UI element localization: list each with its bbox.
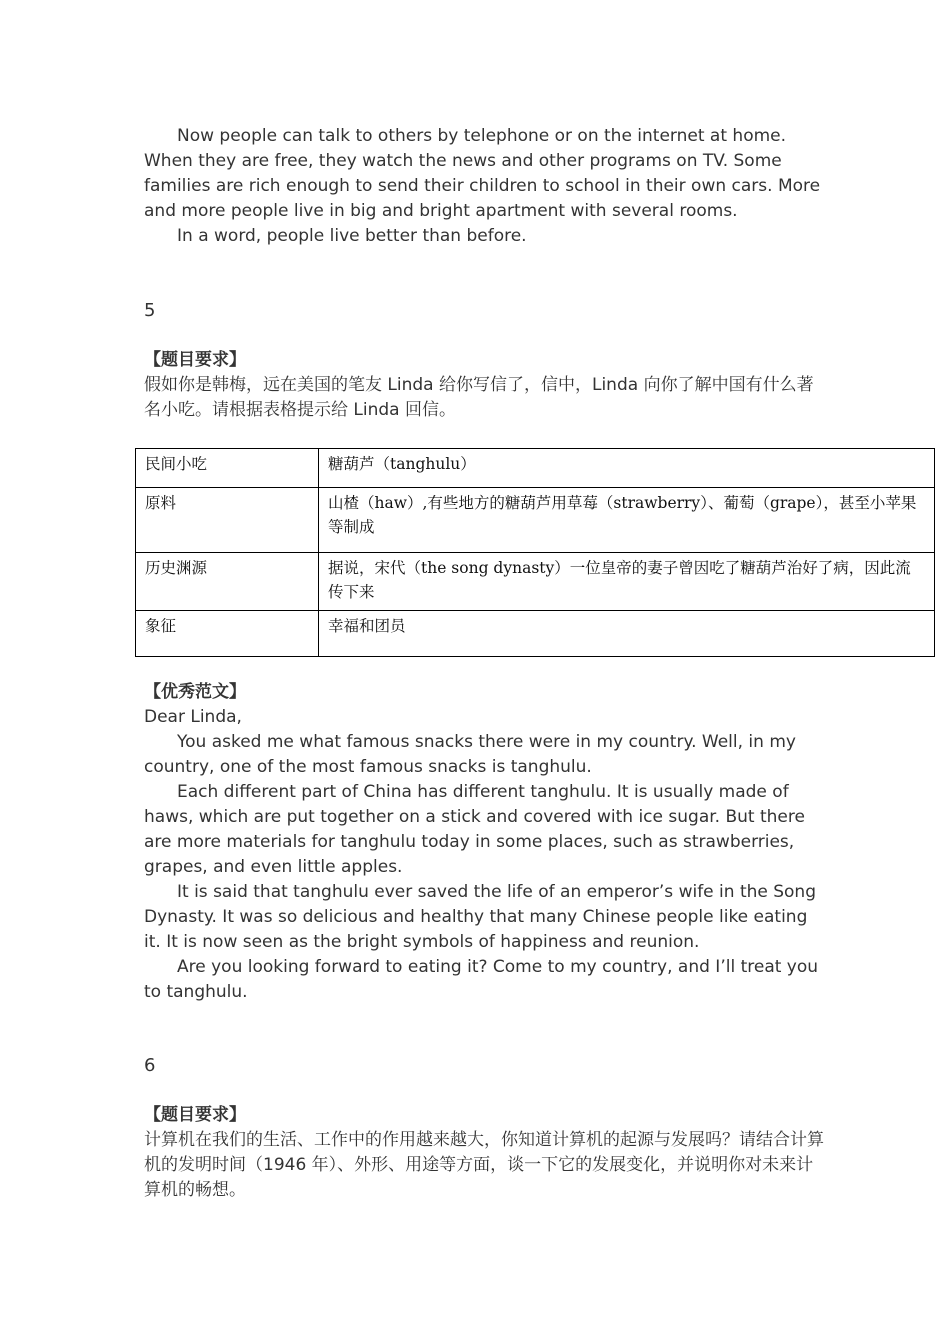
essay-4-paragraph: Now people can talk to others by telephone or on the internet at home. When they are free, they watch the news and other programs on TV. Some families are rich enough to send their children to school in their own cars. More and more people live in big and bright apartment with several rooms. (144, 126, 821, 221)
table-row (136, 449, 935, 488)
sample-paragraph: Each different part of China has different tanghulu. It is usually made of haws, which are put together on a stick and covered with ice sugar. But there are more materials for tanghulu today in some places, such as strawberries, grapes, and even little apples. (144, 782, 805, 877)
table-value-cell: 山楂（haw）,有些地方的糖葫芦用草莓（strawberry）、葡萄（grape），甚至小苹果等制成 (319, 488, 935, 553)
snack-info-table (135, 448, 935, 657)
requirement-text: 计算机在我们的生活、工作中的作用越来越大，你知道计算机的起源与发展吗？请结合计算机的发明时间（1946 年）、外形、用途等方面，谈一下它的发展变化，并说明你对未来计算机的畅想。 (144, 1130, 824, 1200)
requirement-text: 假如你是韩梅，远在美国的笔友 Linda 给你写信了，信中，Linda 向你了解中国有什么著名小吃。请根据表格提示给 Linda 回信。 (144, 375, 814, 420)
question-5-requirement (144, 348, 824, 423)
requirement-heading: 【题目要求】 (144, 350, 246, 370)
table-row (136, 553, 935, 611)
sample-paragraph: You asked me what famous snacks there were in my country. Well, in my country, one of the most famous snacks is tanghulu. (144, 732, 796, 777)
table-key-cell: 历史渊源 (136, 553, 319, 611)
question-5-number: 5 (144, 300, 156, 321)
question-6-number: 6 (144, 1055, 156, 1076)
salutation: Dear Linda, (144, 707, 242, 727)
table-value-cell: 据说，宋代（the song dynasty）一位皇帝的妻子曾因吃了糖葫芦治好了病，因此流传下来 (319, 553, 935, 611)
essay-4-body (144, 124, 824, 249)
requirement-heading: 【题目要求】 (144, 1105, 246, 1125)
sample-heading: 【优秀范文】 (144, 682, 246, 702)
table-key-cell: 民间小吃 (136, 449, 319, 488)
table-row (136, 611, 935, 657)
essay-4-paragraph: In a word, people live better than before. (177, 226, 527, 246)
table-key-cell: 象征 (136, 611, 319, 657)
table-value-cell: 糖葫芦（tanghulu） (319, 449, 935, 488)
table-value-cell: 幸福和团员 (319, 611, 935, 657)
sample-paragraph: Are you looking forward to eating it? Come to my country, and I’ll treat you to tanghulu. (144, 957, 819, 1002)
table-key-cell: 原料 (136, 488, 319, 553)
sample-essay-5 (144, 680, 824, 1005)
table-row (136, 488, 935, 553)
question-6-requirement (144, 1103, 824, 1203)
sample-paragraph: It is said that tanghulu ever saved the life of an emperor’s wife in the Song Dynasty. It was so delicious and healthy that many Chinese people like eating it. It is now seen as the bright symbols of happiness and reunion. (144, 882, 817, 952)
